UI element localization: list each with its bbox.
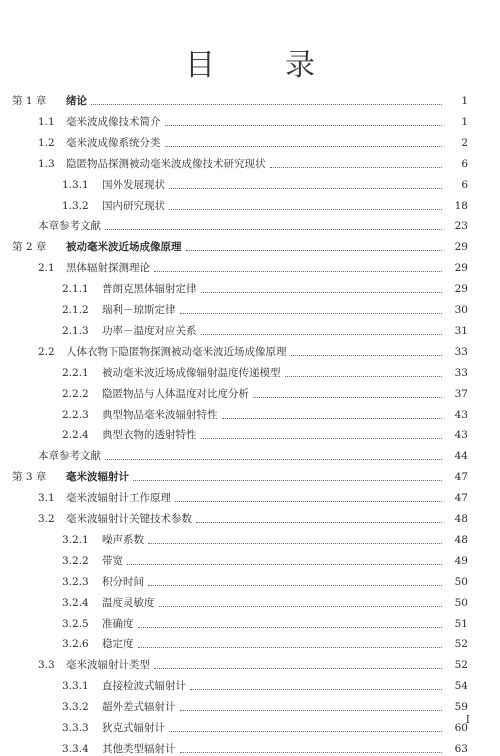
toc-entry-number: 3.2.6 [62, 638, 89, 651]
toc-entry-title: 被动毫米波近场成像原理 [66, 241, 182, 254]
toc-leader-dots [138, 646, 443, 648]
toc-leader-dots [91, 103, 442, 105]
toc-entry-title: 国外发展现状 [102, 178, 165, 191]
toc-leader-dots [165, 124, 443, 126]
toc-entry-page: 30 [454, 304, 468, 316]
toc-entry-page: 33 [454, 345, 468, 358]
toc-entry-number: 2.2.1 [62, 366, 89, 379]
toc-entry-page: 48 [454, 513, 468, 525]
toc-entry-number: 3.2.2 [62, 554, 89, 567]
toc-entry-number: 2.1.2 [62, 304, 89, 316]
toc-entry-title: 隐匿物品探测被动毫米波成像技术研究现状 [66, 157, 266, 170]
toc-entry-number: 2.2.3 [62, 408, 89, 421]
toc-entry-title: 毫米波辐射计工作原理 [66, 492, 171, 505]
toc-entry-number: 3.3 [38, 659, 55, 672]
toc-leader-dots [196, 521, 442, 523]
toc-entry-title: 直接检波式辐射计 [102, 680, 186, 693]
toc-entry-number: 2.2.4 [62, 429, 89, 442]
toc-leader-dots [105, 228, 442, 230]
toc-section-row[interactable] [38, 130, 468, 150]
toc-entry-page: 44 [454, 450, 468, 463]
toc-entry-title: 毫米波辐射计类型 [66, 659, 150, 672]
toc-entry-title: 典型物品毫米波辐射特性 [102, 408, 218, 421]
toc-entry-title: 带宽 [102, 554, 123, 567]
toc-leader-dots [201, 291, 443, 293]
toc-leader-dots [186, 249, 443, 251]
toc-entry-title: 瑞利－琼斯定律 [102, 304, 176, 316]
toc-entry-title: 普朗克黑体辐射定律 [102, 283, 197, 296]
toc-leader-dots [180, 709, 443, 711]
toc-entry-page: 29 [454, 241, 468, 254]
toc-chapter-row[interactable] [12, 88, 468, 108]
toc-leader-dots [148, 542, 442, 544]
toc-section-row[interactable] [38, 255, 468, 275]
toc-entry-title: 积分时间 [102, 575, 144, 588]
toc-entry-title: 狄克式辐射计 [102, 722, 165, 734]
toc-leader-dots [201, 437, 443, 439]
toc-entry-number: 3.1 [38, 492, 55, 505]
toc-subsection-row[interactable] [62, 172, 468, 192]
toc-entry-title: 噪声系数 [102, 533, 144, 546]
toc-entry-title: 毫米波辐射计 [66, 471, 129, 484]
toc-entry-page: 1 [461, 95, 468, 107]
toc-leader-dots [291, 354, 443, 356]
toc-entry-title: 超外差式辐射计 [102, 701, 176, 714]
toc-entry-number: 3.3.1 [62, 680, 89, 693]
toc-entry-number: 2.1.1 [62, 283, 89, 296]
toc-leader-dots [201, 333, 443, 335]
toc-subsection-row[interactable] [62, 590, 468, 610]
toc-entry-page: 6 [461, 157, 468, 170]
toc-subsection-row[interactable] [62, 381, 468, 401]
toc-entry-number: 1.1 [38, 115, 55, 128]
toc-entry-number: 1.3 [38, 157, 55, 170]
toc-entry-page: 59 [454, 701, 468, 714]
toc-entry-number: 3.2.4 [62, 596, 89, 609]
toc-subsection-row[interactable] [62, 569, 468, 589]
toc-entry-number: 第 2 章 [12, 241, 47, 254]
toc-entry-title: 准确度 [102, 617, 134, 630]
toc-entry-page: 29 [454, 262, 468, 275]
toc-entry-page: 63 [454, 742, 468, 755]
toc-entry-page: 47 [454, 471, 468, 484]
toc-leader-dots [165, 145, 443, 147]
toc-subsection-row[interactable] [62, 297, 468, 317]
toc-entry-number: 2.2 [38, 345, 55, 358]
toc-section-row[interactable] [38, 339, 468, 359]
toc-section-row[interactable] [38, 109, 468, 129]
toc-leader-dots [169, 730, 442, 732]
page-title: 目 录 [185, 48, 335, 83]
toc-leader-dots [127, 563, 442, 565]
toc-entry-title: 温度灵敏度 [102, 596, 155, 609]
toc-entry-page: 37 [454, 387, 468, 400]
toc-entry-number: 3.2.1 [62, 533, 89, 546]
toc-entry-page: 43 [454, 408, 468, 421]
toc-subsection-row[interactable] [62, 527, 468, 547]
toc-chapter-row[interactable] [12, 234, 468, 254]
toc-entry-number: 3.2.3 [62, 575, 89, 588]
toc-entry-number: 2.1.3 [62, 324, 89, 337]
toc-entry-title: 本章参考文献 [38, 220, 101, 233]
toc-leader-dots [180, 751, 443, 753]
toc-entry-number: 第 3 章 [12, 471, 47, 484]
toc-section-row[interactable] [38, 443, 468, 463]
toc-entry-number: 3.2 [38, 513, 55, 525]
toc-chapter-row[interactable] [12, 464, 468, 484]
toc-entry-page: 23 [454, 220, 468, 233]
toc-entry-number: 第 1 章 [12, 95, 47, 107]
toc-section-row[interactable] [38, 652, 468, 672]
toc-entry-number: 1.3.2 [62, 199, 89, 212]
toc-entry-page: 47 [454, 492, 468, 505]
toc-section-row[interactable] [38, 485, 468, 505]
toc-subsection-row[interactable] [62, 276, 468, 296]
toc-leader-dots [222, 417, 443, 419]
toc-entry-page: 52 [454, 659, 468, 672]
toc-entry-title: 绪论 [66, 95, 87, 107]
toc-entry-title: 典型衣物的透射特性 [102, 429, 197, 442]
toc-leader-dots [148, 584, 442, 586]
toc-leader-dots [169, 187, 442, 189]
toc-leader-dots [253, 396, 442, 398]
toc-entry-page: 60 [454, 722, 468, 734]
toc-entry-title: 毫米波成像系统分类 [66, 136, 161, 149]
toc-entry-page: 52 [454, 638, 468, 651]
toc-leader-dots [154, 667, 442, 669]
toc-subsection-row[interactable] [62, 318, 468, 338]
toc-subsection-row[interactable] [62, 715, 468, 735]
toc-entry-page: 2 [461, 136, 468, 149]
toc-entry-page: 6 [461, 178, 468, 191]
toc-entry-page: 33 [454, 366, 468, 379]
toc-entry-page: 31 [454, 324, 468, 337]
toc-entry-number: 2.2.2 [62, 387, 89, 400]
toc-entry-title: 本章参考文献 [38, 450, 101, 463]
toc-entry-page: 48 [454, 533, 468, 546]
toc-leader-dots [159, 605, 443, 607]
toc-entry-number: 1.3.1 [62, 178, 89, 191]
toc-subsection-row[interactable] [62, 402, 468, 422]
toc-entry-title: 被动毫米波近场成像辐射温度传递模型 [102, 366, 281, 379]
toc-entry-page: 43 [454, 429, 468, 442]
toc-entry-number: 3.3.2 [62, 701, 89, 714]
toc-entry-page: 50 [454, 575, 468, 588]
toc-entry-number: 1.2 [38, 136, 55, 149]
toc-entry-title: 其他类型辐射计 [102, 742, 176, 755]
toc-entry-number: 3.3.3 [62, 722, 89, 734]
toc-subsection-row[interactable] [62, 611, 468, 631]
toc-leader-dots [175, 500, 442, 502]
toc-leader-dots [180, 312, 443, 314]
toc-subsection-row[interactable] [62, 694, 468, 714]
toc-leader-dots [190, 688, 442, 690]
toc-leader-dots [138, 626, 443, 628]
toc-entry-title: 功率－温度对应关系 [102, 324, 197, 337]
toc-subsection-row[interactable] [62, 422, 468, 442]
toc-entry-page: 49 [454, 554, 468, 567]
toc-entry-title: 稳定度 [102, 638, 134, 651]
toc-entry-page: 51 [454, 617, 468, 630]
toc-entry-title: 黑体辐射探测理论 [66, 262, 150, 275]
toc-entry-page: 50 [454, 596, 468, 609]
toc-entry-title: 毫米波辐射计关键技术参数 [66, 513, 192, 525]
toc-leader-dots [154, 270, 442, 272]
toc-entry-title: 毫米波成像技术简介 [66, 115, 161, 128]
toc-leader-dots [270, 166, 443, 168]
toc-entry-number: 3.2.5 [62, 617, 89, 630]
toc-subsection-row[interactable] [62, 673, 468, 693]
toc-entry-title: 人体衣物下隐匿物探测被动毫米波近场成像原理 [66, 345, 287, 358]
toc-entry-title: 隐匿物品与人体温度对比度分析 [102, 387, 249, 400]
toc-subsection-row[interactable] [62, 631, 468, 651]
toc-leader-dots [105, 458, 442, 460]
toc-subsection-row[interactable] [62, 360, 468, 380]
toc-section-row[interactable] [38, 151, 468, 171]
toc-section-row[interactable] [38, 506, 468, 526]
page-number: I [465, 713, 470, 726]
toc-entry-number: 2.1 [38, 262, 55, 275]
toc-entry-page: 1 [461, 115, 468, 128]
toc-entry-page: 29 [454, 283, 468, 296]
toc-subsection-row[interactable] [62, 736, 468, 756]
toc-entry-title: 国内研究现状 [102, 199, 165, 212]
toc-entry-page: 54 [454, 680, 468, 693]
toc-section-row[interactable] [38, 213, 468, 233]
toc-leader-dots [285, 375, 443, 377]
toc-subsection-row[interactable] [62, 548, 468, 568]
toc-subsection-row[interactable] [62, 193, 468, 213]
toc-leader-dots [133, 479, 442, 481]
toc-entry-page: 18 [454, 199, 468, 212]
toc-entry-number: 3.3.4 [62, 742, 89, 755]
toc-leader-dots [169, 208, 442, 210]
